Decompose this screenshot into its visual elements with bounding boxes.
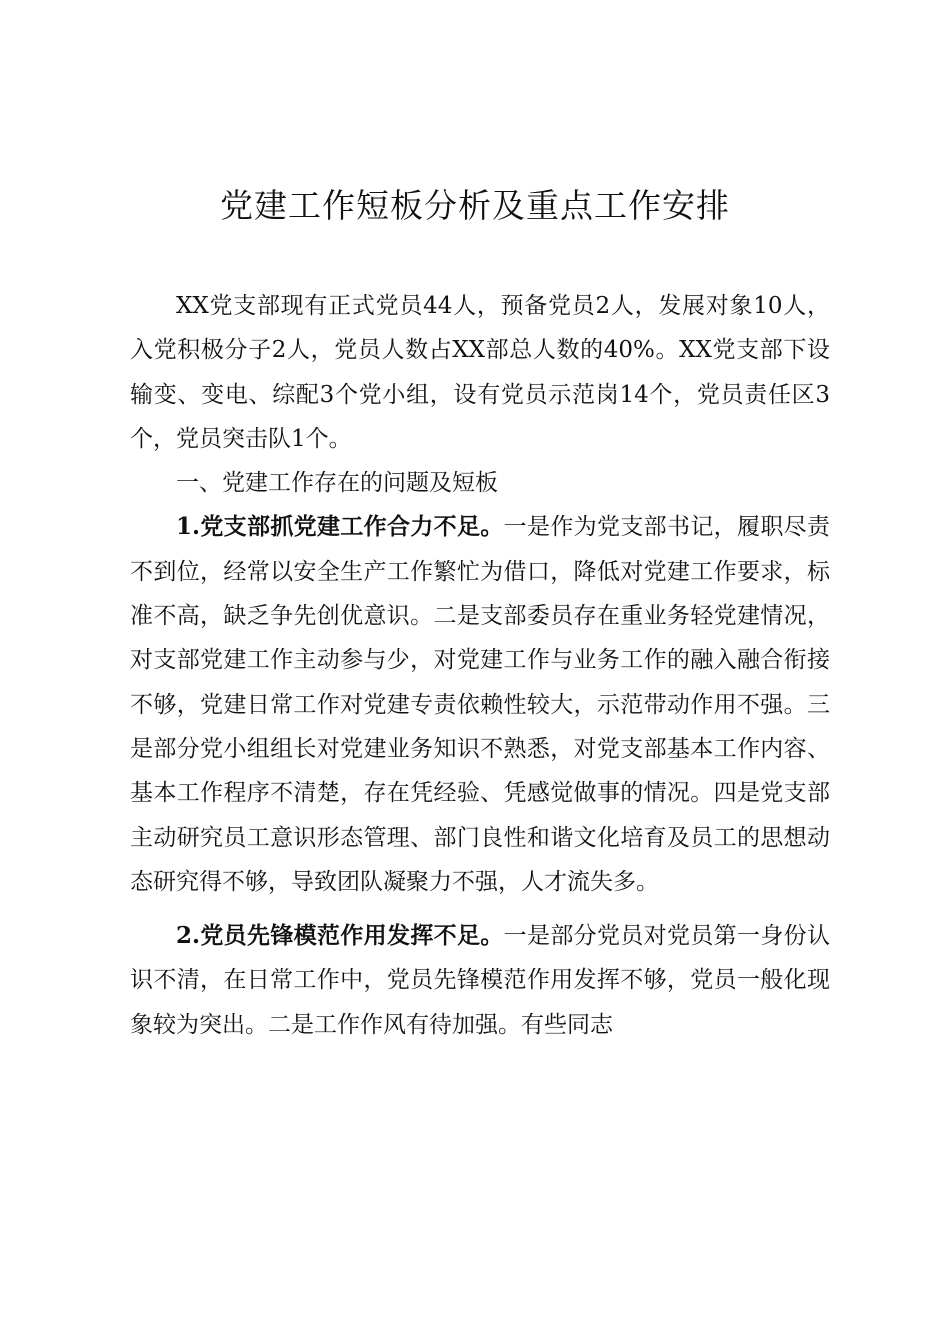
section-heading-text: 一、党建工作存在的问题及短板 [176, 470, 498, 497]
item-2-paragraph [130, 914, 830, 1047]
document-body [130, 284, 830, 1047]
item-1-text: 一是作为党支部书记，履职尽责不到位，经常以安全生产工作繁忙为借口，降低对党建工作要求，标准不高，缺乏争先创优意识。二是支部委员存在重业务轻党建情况，对支部党建工作主动参与少，对党建工作与业务工作的融入融合衔接不够，党建日常工作对党建专责依赖性较大，示范带动作用不强。三是部分党小组组长对党建业务知识不熟悉，对党支部基本工作内容、基本工作程序不清楚，存在凭经验、凭感觉做事的情况。四是党支部主动研究员工意识形态管理、部门良性和谐文化培育及员工的思想动态研究得不够，导致团队凝聚力不强，人才流失多。 [130, 514, 830, 895]
item-2-lead: 2.党员先锋模范作用发挥不足。 [176, 922, 504, 950]
item-1-lead: 1.党支部抓党建工作合力不足。 [176, 513, 504, 541]
section-heading [130, 461, 830, 505]
document-title: 党建工作短板分析及重点工作安排 [220, 186, 730, 225]
intro-paragraph: XX党支部现有正式党员44人，预备党员2人，发展对象10人，入党积极分子2人，党员人数占XX部总人数的40%。XX党支部下设输变、变电、综配3个党小组，设有党员示范岗14个，党员责任区3个，党员突击队1个。 [130, 293, 830, 452]
item-1-paragraph [130, 505, 830, 904]
item-2-text: 一是部分党员对党员第一身份认识不清，在日常工作中，党员先锋模范作用发挥不够，党员一般化现象较为突出。二是工作作风有待加强。有些同志 [130, 923, 830, 1038]
